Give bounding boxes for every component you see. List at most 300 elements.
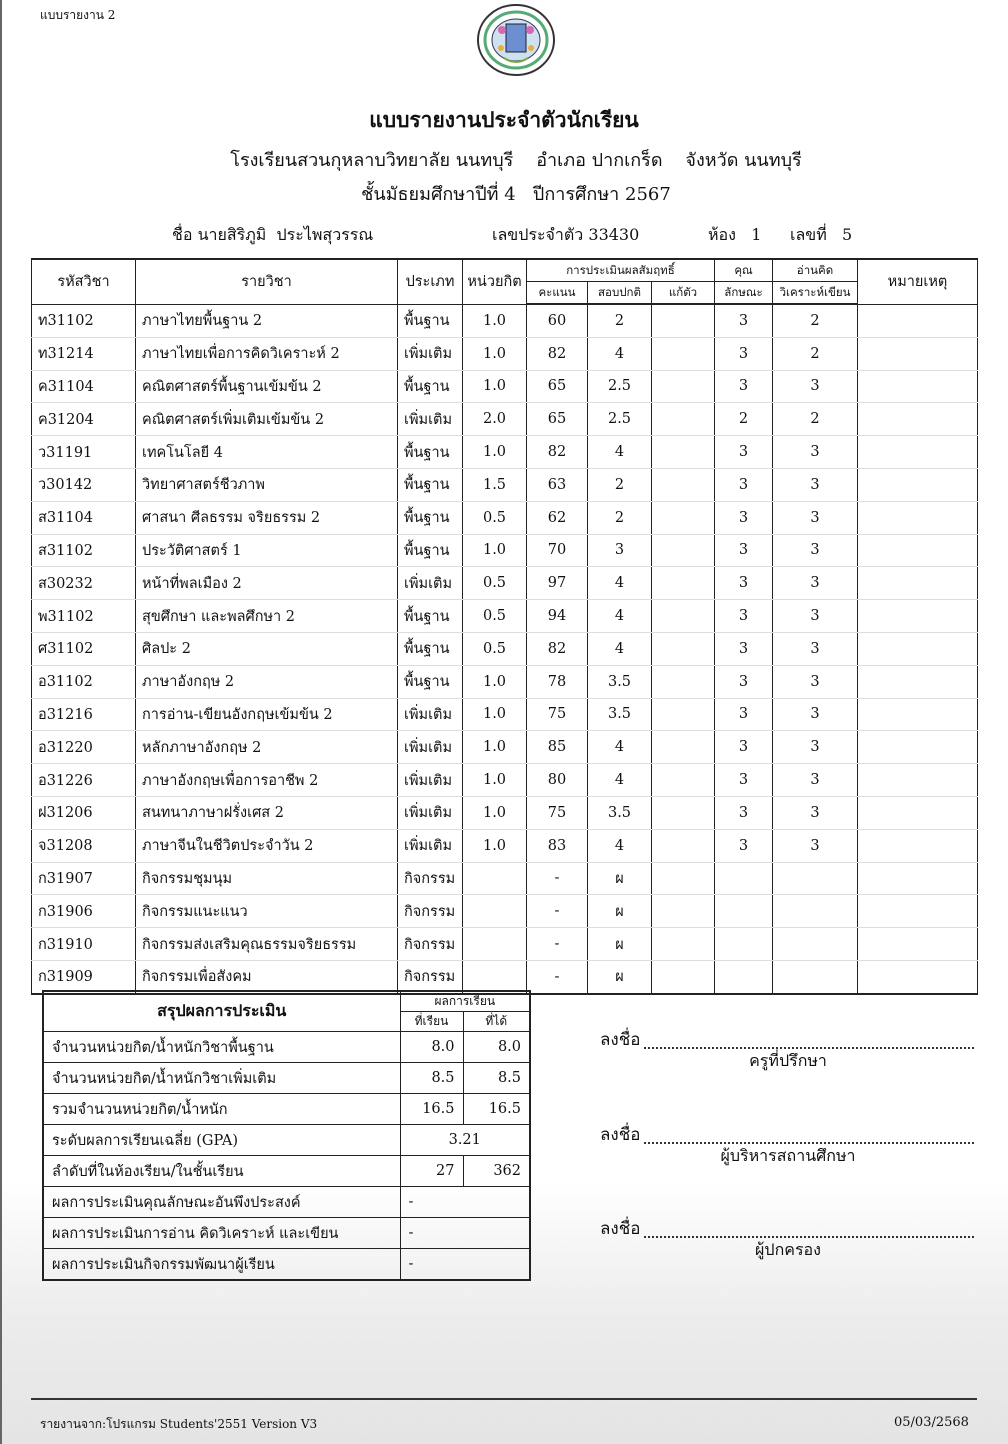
subject-character: 3 xyxy=(715,796,773,829)
subject-type: กิจกรรม xyxy=(398,895,463,928)
subject-character: 3 xyxy=(715,665,773,698)
subject-code: ท31102 xyxy=(32,304,136,337)
header-credits: หน่วยกิต xyxy=(463,259,527,304)
footer-divider xyxy=(31,1398,977,1400)
subject-reading: 3 xyxy=(773,600,858,633)
rank-class: 362 xyxy=(463,1156,530,1187)
eval-row xyxy=(43,1218,530,1249)
subject-exam: 4 xyxy=(588,632,652,665)
subject-note xyxy=(858,764,978,797)
subject-exam: 4 xyxy=(588,436,652,469)
subject-exam: ผ xyxy=(588,928,652,961)
student-room-field: ห้อง 1 xyxy=(708,225,762,244)
subject-name: สุขศึกษา และพลศึกษา 2 xyxy=(136,600,398,633)
subject-exam: 2.5 xyxy=(588,370,652,403)
subject-name: ศาสนา ศีลธรรม จริยธรรม 2 xyxy=(136,501,398,534)
subject-row xyxy=(32,895,978,928)
subject-fix xyxy=(652,862,715,895)
subject-score: 62 xyxy=(527,501,588,534)
subject-type: เพิ่มเติม xyxy=(398,403,463,436)
subject-reading: 3 xyxy=(773,501,858,534)
summary-label: จำนวนหน่วยกิต/น้ำหนักวิชาเพิ่มเติม xyxy=(43,1063,400,1094)
subject-score: 75 xyxy=(527,698,588,731)
subject-type: พื้นฐาน xyxy=(398,632,463,665)
header-char-top: คุณ xyxy=(715,259,773,282)
subject-credits: 0.5 xyxy=(463,567,527,600)
subject-score: 83 xyxy=(527,829,588,862)
subject-code: ส31102 xyxy=(32,534,136,567)
subject-character: 2 xyxy=(715,403,773,436)
subject-row xyxy=(32,436,978,469)
subject-score: 78 xyxy=(527,665,588,698)
subject-note xyxy=(858,534,978,567)
subject-reading xyxy=(773,895,858,928)
subject-reading: 3 xyxy=(773,764,858,797)
class-level: ชั้นมัธยมศึกษาปีที่ 4 xyxy=(361,184,516,205)
header-read-bottom: วิเคราะห์เขียน xyxy=(773,282,858,305)
eval-value: - xyxy=(400,1218,530,1249)
subject-reading: 3 xyxy=(773,436,858,469)
subject-code: ศ31102 xyxy=(32,632,136,665)
subject-reading xyxy=(773,960,858,993)
subject-fix xyxy=(652,764,715,797)
subject-row xyxy=(32,403,978,436)
student-id-field: เลขประจำตัว 33430 xyxy=(492,225,640,244)
summary-row xyxy=(43,1094,530,1125)
subject-note xyxy=(858,731,978,764)
subject-fix xyxy=(652,337,715,370)
header-char-bottom: ลักษณะ xyxy=(715,282,773,305)
subject-credits: 1.0 xyxy=(463,370,527,403)
header-score: คะแนน xyxy=(527,282,588,305)
school-emblem xyxy=(474,2,558,78)
subject-row xyxy=(32,960,978,993)
subject-score: 82 xyxy=(527,436,588,469)
subject-code: ท31214 xyxy=(32,337,136,370)
subject-note xyxy=(858,436,978,469)
subject-name: ประวัติศาสตร์ 1 xyxy=(136,534,398,567)
subject-score: 82 xyxy=(527,632,588,665)
subject-credits xyxy=(463,895,527,928)
subject-reading: 3 xyxy=(773,829,858,862)
subject-credits xyxy=(463,928,527,961)
subject-code: ว31191 xyxy=(32,436,136,469)
subject-character xyxy=(715,895,773,928)
header-note: หมายเหตุ xyxy=(858,259,978,304)
subject-score: - xyxy=(527,895,588,928)
subject-reading: 2 xyxy=(773,403,858,436)
summary-label: จำนวนหน่วยกิต/น้ำหนักวิชาพื้นฐาน xyxy=(43,1032,400,1063)
subject-credits: 2.0 xyxy=(463,403,527,436)
subject-reading: 3 xyxy=(773,796,858,829)
school-name: โรงเรียนสวนกุหลาบวิทยาลัย นนทบุรี xyxy=(230,150,514,171)
subject-fix xyxy=(652,829,715,862)
subject-type: พื้นฐาน xyxy=(398,304,463,337)
subject-character: 3 xyxy=(715,501,773,534)
subject-name: หน้าที่พลเมือง 2 xyxy=(136,567,398,600)
subject-fix xyxy=(652,796,715,829)
school-province: จังหวัด นนทบุรี xyxy=(685,150,802,171)
subject-exam: 2 xyxy=(588,304,652,337)
subject-name: สนทนาภาษาฝรั่งเศส 2 xyxy=(136,796,398,829)
subject-name: หลักภาษาอังกฤษ 2 xyxy=(136,731,398,764)
sign-label: ลงชื่อ xyxy=(600,1125,641,1145)
footer-date: 05/03/2568 xyxy=(894,1415,969,1430)
subject-character: 3 xyxy=(715,304,773,337)
subject-score: 65 xyxy=(527,403,588,436)
subject-fix xyxy=(652,698,715,731)
subject-credits: 1.0 xyxy=(463,304,527,337)
subject-score: 63 xyxy=(527,468,588,501)
subject-exam: 4 xyxy=(588,731,652,764)
subject-name: กิจกรรมชุมนุม xyxy=(136,862,398,895)
subject-row xyxy=(32,698,978,731)
subject-note xyxy=(858,796,978,829)
subject-row xyxy=(32,928,978,961)
subject-type: พื้นฐาน xyxy=(398,600,463,633)
subject-note xyxy=(858,895,978,928)
sign-label: ลงชื่อ xyxy=(600,1030,641,1050)
subject-fix xyxy=(652,632,715,665)
school-district: อำเภอ ปากเกร็ด xyxy=(536,150,663,171)
subject-row xyxy=(32,796,978,829)
subject-credits: 1.0 xyxy=(463,534,527,567)
header-code: รหัสวิชา xyxy=(32,259,136,304)
subject-exam: 4 xyxy=(588,829,652,862)
subject-code: ก31907 xyxy=(32,862,136,895)
subject-name: เทคโนโลยี 4 xyxy=(136,436,398,469)
subject-fix xyxy=(652,304,715,337)
subject-exam: ผ xyxy=(588,960,652,993)
subject-credits: 0.5 xyxy=(463,600,527,633)
subject-reading: 3 xyxy=(773,567,858,600)
subject-note xyxy=(858,862,978,895)
eval-row xyxy=(43,1187,530,1218)
subject-fix xyxy=(652,600,715,633)
subject-exam: 3.5 xyxy=(588,665,652,698)
summary-table xyxy=(42,990,531,1281)
subject-name: การอ่าน-เขียนอังกฤษเข้มข้น 2 xyxy=(136,698,398,731)
subject-type: พื้นฐาน xyxy=(398,436,463,469)
subject-type: เพิ่มเติม xyxy=(398,764,463,797)
subject-character: 3 xyxy=(715,337,773,370)
subject-character xyxy=(715,928,773,961)
subject-note xyxy=(858,567,978,600)
subject-note xyxy=(858,665,978,698)
subject-code: ค31104 xyxy=(32,370,136,403)
subject-character: 3 xyxy=(715,534,773,567)
signature-role-director: ผู้บริหารสถานศึกษา xyxy=(720,1146,856,1165)
subject-type: เพิ่มเติม xyxy=(398,567,463,600)
subject-type: กิจกรรม xyxy=(398,960,463,993)
subject-score: 85 xyxy=(527,731,588,764)
subject-exam: ผ xyxy=(588,862,652,895)
subject-fix xyxy=(652,895,715,928)
subject-credits: 1.0 xyxy=(463,796,527,829)
header-assessment: การประเมินผลสัมฤทธิ์ xyxy=(527,259,715,282)
subject-exam: 4 xyxy=(588,567,652,600)
rank-label: ลำดับที่ในห้องเรียน/ในชั้นเรียน xyxy=(43,1156,400,1187)
subject-fix xyxy=(652,370,715,403)
subject-name: ภาษาจีนในชีวิตประจำวัน 2 xyxy=(136,829,398,862)
subject-reading: 2 xyxy=(773,304,858,337)
summary-row xyxy=(43,1063,530,1094)
subject-type: พื้นฐาน xyxy=(398,665,463,698)
subject-exam: 4 xyxy=(588,600,652,633)
subject-row xyxy=(32,665,978,698)
subject-score: 94 xyxy=(527,600,588,633)
subject-credits: 1.0 xyxy=(463,731,527,764)
subject-character: 3 xyxy=(715,436,773,469)
subject-credits: 1.5 xyxy=(463,468,527,501)
header-fix: แก้ตัว xyxy=(652,282,715,305)
subject-reading: 3 xyxy=(773,665,858,698)
subject-type: กิจกรรม xyxy=(398,862,463,895)
subject-exam: ผ xyxy=(588,895,652,928)
subject-score: 75 xyxy=(527,796,588,829)
class-year-line xyxy=(0,179,1008,208)
gpa-value: 3.21 xyxy=(400,1125,530,1156)
subject-exam: 2.5 xyxy=(588,403,652,436)
subject-credits: 0.5 xyxy=(463,501,527,534)
subject-score: 80 xyxy=(527,764,588,797)
subject-code: อ31216 xyxy=(32,698,136,731)
subject-score: 70 xyxy=(527,534,588,567)
summary-result-header: ผลการเรียน xyxy=(400,991,530,1012)
subject-note xyxy=(858,928,978,961)
subject-character: 3 xyxy=(715,731,773,764)
subject-fix xyxy=(652,534,715,567)
subject-exam: 3.5 xyxy=(588,796,652,829)
subject-credits xyxy=(463,960,527,993)
gpa-label: ระดับผลการเรียนเฉลี่ย (GPA) xyxy=(43,1125,400,1156)
subject-score: - xyxy=(527,862,588,895)
subject-code: ส31104 xyxy=(32,501,136,534)
subject-score: - xyxy=(527,928,588,961)
rank-room: 27 xyxy=(400,1156,463,1187)
subject-type: พื้นฐาน xyxy=(398,501,463,534)
subject-row xyxy=(32,600,978,633)
subject-name: คณิตศาสตร์พื้นฐานเข้มข้น 2 xyxy=(136,370,398,403)
footer-program: รายงานจาก:โปรแกรม Students'2551 Version V3 xyxy=(40,1417,318,1431)
summary-earned: 8.0 xyxy=(463,1032,530,1063)
summary-col-taken: ที่เรียน xyxy=(400,1012,463,1032)
eval-row xyxy=(43,1249,530,1281)
subject-name: กิจกรรมส่งเสริมคุณธรรมจริยธรรม xyxy=(136,928,398,961)
subject-exam: 4 xyxy=(588,764,652,797)
subject-score: 97 xyxy=(527,567,588,600)
form-label: แบบรายงาน 2 xyxy=(40,8,116,22)
subject-character: 3 xyxy=(715,370,773,403)
student-number-field: เลขที่ 5 xyxy=(790,225,853,244)
subject-type: เพิ่มเติม xyxy=(398,731,463,764)
summary-taken: 8.0 xyxy=(400,1032,463,1063)
header-type: ประเภท xyxy=(398,259,463,304)
summary-earned: 16.5 xyxy=(463,1094,530,1125)
subject-code: ก31909 xyxy=(32,960,136,993)
eval-label: ผลการประเมินกิจกรรมพัฒนาผู้เรียน xyxy=(43,1249,400,1281)
subject-type: พื้นฐาน xyxy=(398,534,463,567)
subject-row xyxy=(32,731,978,764)
subject-reading: 3 xyxy=(773,468,858,501)
subject-character: 3 xyxy=(715,829,773,862)
subject-fix xyxy=(652,436,715,469)
subject-exam: 2 xyxy=(588,468,652,501)
subject-code: ก31906 xyxy=(32,895,136,928)
subject-code: อ31220 xyxy=(32,731,136,764)
subject-character: 3 xyxy=(715,600,773,633)
subject-note xyxy=(858,632,978,665)
student-room: 1 xyxy=(751,225,762,244)
subject-credits xyxy=(463,862,527,895)
subject-type: เพิ่มเติม xyxy=(398,337,463,370)
subject-code: อ31102 xyxy=(32,665,136,698)
subject-note xyxy=(858,337,978,370)
subject-row xyxy=(32,567,978,600)
subject-character: 3 xyxy=(715,764,773,797)
subject-code: ก31910 xyxy=(32,928,136,961)
subject-fix xyxy=(652,567,715,600)
subject-code: ค31204 xyxy=(32,403,136,436)
sign-label: ลงชื่อ xyxy=(600,1219,641,1239)
subject-type: พื้นฐาน xyxy=(398,468,463,501)
student-number: 5 xyxy=(842,225,853,244)
subject-reading xyxy=(773,862,858,895)
summary-gpa-row xyxy=(43,1125,530,1156)
subject-code: อ31226 xyxy=(32,764,136,797)
subject-score: - xyxy=(527,960,588,993)
subject-note xyxy=(858,468,978,501)
subject-row xyxy=(32,501,978,534)
subject-row xyxy=(32,829,978,862)
subject-name: ภาษาอังกฤษ 2 xyxy=(136,665,398,698)
subject-score: 60 xyxy=(527,304,588,337)
subject-character xyxy=(715,862,773,895)
subject-note xyxy=(858,600,978,633)
subject-fix xyxy=(652,468,715,501)
report-title: แบบรายงานประจำตัวนักเรียน xyxy=(369,107,639,132)
subject-type: เพิ่มเติม xyxy=(398,698,463,731)
header-read-top: อ่านคิด xyxy=(773,259,858,282)
subject-row xyxy=(32,370,978,403)
summary-col-earned: ที่ได้ xyxy=(463,1012,530,1032)
subject-reading: 3 xyxy=(773,632,858,665)
subject-row xyxy=(32,468,978,501)
subject-name: คณิตศาสตร์เพิ่มเติมเข้มข้น 2 xyxy=(136,403,398,436)
subject-row xyxy=(32,304,978,337)
subject-fix xyxy=(652,960,715,993)
subject-note xyxy=(858,370,978,403)
subject-reading: 3 xyxy=(773,534,858,567)
subject-credits: 1.0 xyxy=(463,764,527,797)
subject-code: พ31102 xyxy=(32,600,136,633)
signature-role-parent: ผู้ปกครอง xyxy=(755,1240,821,1259)
summary-taken: 16.5 xyxy=(400,1094,463,1125)
subject-code: ฝ31206 xyxy=(32,796,136,829)
subject-credits: 1.0 xyxy=(463,829,527,862)
subject-code: ว30142 xyxy=(32,468,136,501)
subject-row xyxy=(32,632,978,665)
summary-row xyxy=(43,1032,530,1063)
subject-score: 65 xyxy=(527,370,588,403)
subject-fix xyxy=(652,731,715,764)
subject-character xyxy=(715,960,773,993)
subject-note xyxy=(858,304,978,337)
subject-row xyxy=(32,764,978,797)
eval-value: - xyxy=(400,1249,530,1281)
subject-type: เพิ่มเติม xyxy=(398,829,463,862)
subject-credits: 1.0 xyxy=(463,665,527,698)
subject-type: พื้นฐาน xyxy=(398,370,463,403)
subject-credits: 0.5 xyxy=(463,632,527,665)
subject-fix xyxy=(652,928,715,961)
subject-note xyxy=(858,960,978,993)
subject-exam: 2 xyxy=(588,501,652,534)
subject-type: กิจกรรม xyxy=(398,928,463,961)
subject-fix xyxy=(652,403,715,436)
subject-character: 3 xyxy=(715,698,773,731)
summary-title: สรุปผลการประเมิน xyxy=(43,991,400,1032)
subject-character: 3 xyxy=(715,567,773,600)
subject-reading: 3 xyxy=(773,698,858,731)
subject-character: 3 xyxy=(715,468,773,501)
subject-name: กิจกรรมเพื่อสังคม xyxy=(136,960,398,993)
eval-label: ผลการประเมินคุณลักษณะอันพึงประสงค์ xyxy=(43,1187,400,1218)
student-name-field: ชื่อ นายสิริภูมิ ประไพสุวรรณ xyxy=(172,225,374,244)
header-exam: สอบปกติ xyxy=(588,282,652,305)
academic-year: ปีการศึกษา 2567 xyxy=(532,184,671,205)
subject-character: 3 xyxy=(715,632,773,665)
subject-code: ส30232 xyxy=(32,567,136,600)
subject-fix xyxy=(652,665,715,698)
subject-fix xyxy=(652,501,715,534)
subject-note xyxy=(858,829,978,862)
subject-row xyxy=(32,534,978,567)
subject-name: ศิลปะ 2 xyxy=(136,632,398,665)
summary-earned: 8.5 xyxy=(463,1063,530,1094)
subject-credits: 1.0 xyxy=(463,698,527,731)
signature-role-advisor: ครูที่ปรึกษา xyxy=(749,1051,827,1070)
subject-name: กิจกรรมแนะแนว xyxy=(136,895,398,928)
subject-name: ภาษาไทยเพื่อการคิดวิเคราะห์ 2 xyxy=(136,337,398,370)
summary-label: รวมจำนวนหน่วยกิต/น้ำหนัก xyxy=(43,1094,400,1125)
subject-note xyxy=(858,698,978,731)
page-left-border xyxy=(0,0,2,1444)
subject-reading xyxy=(773,928,858,961)
eval-label: ผลการประเมินการอ่าน คิดวิเคราะห์ และเขียน xyxy=(43,1218,400,1249)
header-subject: รายวิชา xyxy=(136,259,398,304)
subject-type: เพิ่มเติม xyxy=(398,796,463,829)
subject-note xyxy=(858,501,978,534)
subject-code: จ31208 xyxy=(32,829,136,862)
subject-reading: 3 xyxy=(773,370,858,403)
subject-reading: 2 xyxy=(773,337,858,370)
subject-row xyxy=(32,337,978,370)
subject-exam: 3 xyxy=(588,534,652,567)
subject-reading: 3 xyxy=(773,731,858,764)
subject-note xyxy=(858,403,978,436)
student-name: นายสิริภูมิ ประไพสุวรรณ xyxy=(197,225,374,244)
subject-name: วิทยาศาสตร์ชีวภาพ xyxy=(136,468,398,501)
subject-row xyxy=(32,862,978,895)
student-id: 33430 xyxy=(588,225,640,244)
subject-name: ภาษาไทยพื้นฐาน 2 xyxy=(136,304,398,337)
summary-taken: 8.5 xyxy=(400,1063,463,1094)
subject-exam: 3.5 xyxy=(588,698,652,731)
subject-name: ภาษาอังกฤษเพื่อการอาชีพ 2 xyxy=(136,764,398,797)
eval-value: - xyxy=(400,1187,530,1218)
subject-score: 82 xyxy=(527,337,588,370)
